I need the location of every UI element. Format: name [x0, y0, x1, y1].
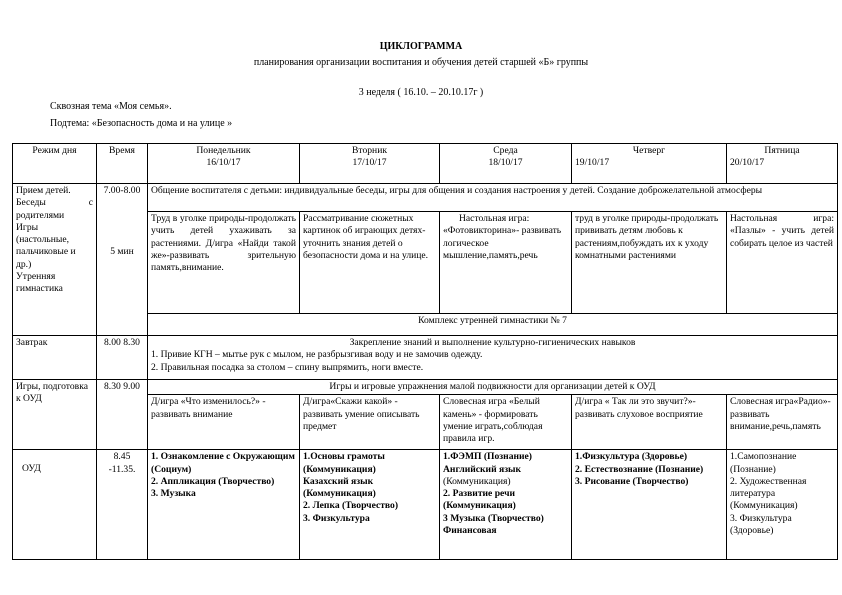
main-theme: Сквозная тема «Моя семья». [50, 101, 172, 112]
oud-monday: 1. Ознакомление с Окружающим (Социум) 2. Аппликация (Творчество) 3. Музыка [148, 450, 300, 560]
mode-games: Игры, подготовка к ОУД [13, 380, 97, 450]
gymnastics-text: Комплекс утренней гимнастики № 7 [148, 314, 838, 336]
header-row [13, 144, 838, 184]
column-header-mode: Режим дня [13, 144, 97, 184]
document-subtitle: планирования организации воспитания и обучения детей старшей «Б» группы [253, 57, 589, 68]
game-friday: Словесная игра«Радио»-развивать внимание,речь,память [727, 395, 838, 450]
column-header-monday: Понедельник 16/10/17 [148, 144, 300, 184]
games-heading: Игры и игровые упражнения малой подвижности для организации детей к ОУД [148, 380, 838, 395]
column-header-tuesday: Вторник 17/10/17 [300, 144, 440, 184]
reception-text: Общение воспитателя с детьми: индивидуальные беседы, игры для общения и создания настроения у детей. Создание доброжелательной атмосферы [148, 184, 838, 212]
breakfast-row [13, 336, 838, 380]
oud-tuesday: 1.Основы грамоты (Коммуникация) Казахский язык (Коммуникация) 2. Лепка (Творчество) 3. Физкультура [300, 450, 440, 560]
sub-theme: Подтема: «Безопасность дома и на улице » [50, 118, 233, 129]
mode-oud: ОУД [13, 450, 97, 560]
mode-reception: Прием детей. Беседы с родителями Игры (настольные, пальчиковые и др.) Утренняя гимнастика [13, 184, 97, 336]
schedule-table [12, 143, 838, 560]
column-header-wednesday: Среда 18/10/17 [440, 144, 572, 184]
oud-thursday: 1.Физкультура (Здоровье) 2. Естествознание (Познание) 3. Рисование (Творчество) [572, 450, 727, 560]
document-title: ЦИКЛОГРАММА [379, 41, 463, 52]
activity-wednesday: Настольная игра: «Фотовикторина»- развивать логическое мышление,память,речь [440, 212, 572, 314]
time-games: 8.30 9.00 [97, 380, 148, 450]
activity-friday: Настольная игра: «Пазлы» - учить детей собирать целое из частей [727, 212, 838, 314]
time-reception: 7.00-8.00 5 мин [97, 184, 148, 336]
oud-friday: 1.Самопознание (Познание) 2. Художественная литература (Коммуникация) 3. Физкультура (Здоровье) [727, 450, 838, 560]
week-range: 3 неделя ( 16.10. – 20.10.17г ) [358, 87, 484, 98]
game-monday: Д/игра «Что изменилось?» - развивать внимание [148, 395, 300, 450]
activity-monday: Труд в уголке природы-продолжать учить детей ухаживать за растениями. Д/игра «Найди такой же»-развивать зрительную память,внимание. [148, 212, 300, 314]
column-header-time: Время [97, 144, 148, 184]
oud-wednesday: 1.ФЭМП (Познание) Английский язык (Коммуникация) 2. Развитие речи (Коммуникация) 3 Музыка (Творчество) Финансовая [440, 450, 572, 560]
game-thursday: Д/игра « Так ли это звучит?»- развивать слуховое восприятие [572, 395, 727, 450]
activity-thursday: труд в уголке природы-продолжать прививать детям любовь к растениям,побуждать их к уходу комнатными растениями [572, 212, 727, 314]
mode-breakfast: Завтрак [13, 336, 97, 380]
reception-row [13, 184, 838, 212]
game-wednesday: Словесная игра «Белый камень» - формировать умение играть,соблюдая правила игр. [440, 395, 572, 450]
game-tuesday: Д/игра«Скажи какой» - развивать умение описывать предмет [300, 395, 440, 450]
column-header-friday: Пятница 20/10/17 [727, 144, 838, 184]
time-breakfast: 8.00 8.30 [97, 336, 148, 380]
time-oud: 8.45 -11.35. [97, 450, 148, 560]
oud-row [13, 450, 838, 560]
column-header-thursday: Четверг 19/10/17 [572, 144, 727, 184]
games-heading-row [13, 380, 838, 395]
activity-tuesday: Рассматривание сюжетных картинок об играющих детях-уточнить знания детей о безопасности дома и на улице. [300, 212, 440, 314]
breakfast-text: Закрепление знаний и выполнение культурно-гигиенических навыков 1. Привие КГН – мытье рук с мылом, не разбрызгивая воду и не замочив одежду. 2. Правильная посадка за столом – спину выпрямить, ноги вместе. [148, 336, 838, 380]
